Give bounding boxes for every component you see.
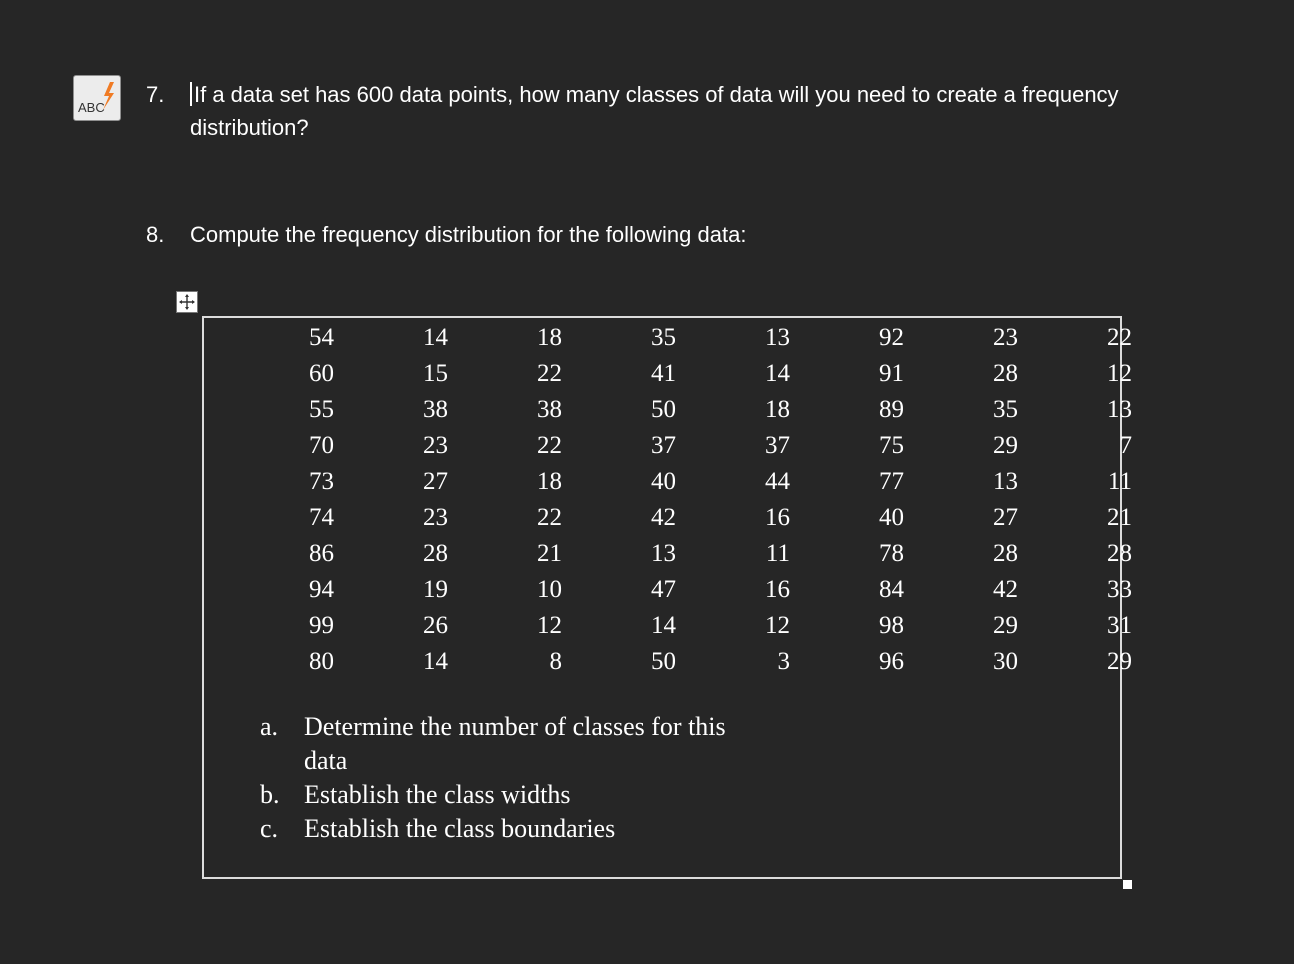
- table-cell: 28: [1107, 540, 1132, 567]
- table-cell: 3: [777, 648, 790, 675]
- table-cell: 22: [537, 504, 562, 531]
- table-cell: 15: [423, 360, 448, 387]
- table-cell: 13: [1107, 396, 1132, 423]
- table-cell: 96: [879, 648, 904, 675]
- table-row: [220, 572, 1132, 608]
- table-cell: 74: [309, 504, 334, 531]
- table-cell: 47: [651, 576, 676, 603]
- table-cell: 18: [537, 468, 562, 495]
- table-cell: 29: [1107, 648, 1132, 675]
- table-cell: 11: [765, 540, 790, 567]
- table-cell: 28: [423, 540, 448, 567]
- table-cell: 86: [309, 540, 334, 567]
- table-cell: 37: [765, 432, 790, 459]
- table-cell: 94: [309, 576, 334, 603]
- table-cell: 40: [879, 504, 904, 531]
- table-cell: 35: [651, 324, 676, 351]
- table-cell: 28: [993, 360, 1018, 387]
- table-cell: 18: [765, 396, 790, 423]
- table-cell: 31: [1107, 612, 1132, 639]
- question-7-number: 7.: [146, 82, 165, 107]
- spellcheck-icon[interactable]: [73, 75, 121, 121]
- table-cell: 10: [537, 576, 562, 603]
- table-row: [220, 644, 1132, 680]
- table-cell: 73: [309, 468, 334, 495]
- lightning-bolt-icon: [74, 76, 122, 122]
- table-cell: 13: [765, 324, 790, 351]
- resize-handle[interactable]: [1123, 880, 1132, 889]
- table-move-handle[interactable]: [176, 291, 198, 313]
- table-cell: 21: [537, 540, 562, 567]
- table-cell: 42: [993, 576, 1018, 603]
- table-cell: 80: [309, 648, 334, 675]
- table-row: [220, 428, 1132, 464]
- table-cell: 30: [993, 648, 1018, 675]
- table-cell: 18: [537, 324, 562, 351]
- table-cell: 75: [879, 432, 904, 459]
- spellcheck-label: ABC: [78, 100, 105, 115]
- table-cell: 28: [993, 540, 1018, 567]
- table-cell: 60: [309, 360, 334, 387]
- subpart-letter: a.: [260, 712, 279, 741]
- table-cell: 16: [765, 576, 790, 603]
- table-cell: 14: [423, 648, 448, 675]
- table-cell: 8: [549, 648, 562, 675]
- table-cell: 29: [993, 432, 1018, 459]
- table-cell: 50: [651, 648, 676, 675]
- table-cell: 89: [879, 396, 904, 423]
- table-cell: 29: [993, 612, 1018, 639]
- question-7-text: If a data set has 600 data points, how many classes of data will you need to create a frequency distribution?: [190, 82, 1119, 140]
- table-cell: 54: [309, 324, 334, 351]
- table-cell: 14: [651, 612, 676, 639]
- subpart-a: [260, 710, 740, 778]
- table-cell: 33: [1107, 576, 1132, 603]
- table-row: [220, 608, 1132, 644]
- table-cell: 26: [423, 612, 448, 639]
- subpart-letter: c.: [260, 814, 279, 843]
- table-row: [220, 320, 1132, 356]
- table-cell: 21: [1107, 504, 1132, 531]
- table-cell: 70: [309, 432, 334, 459]
- table-cell: 22: [537, 360, 562, 387]
- table-cell: 38: [423, 396, 448, 423]
- table-row: [220, 500, 1132, 536]
- move-arrows-icon: [178, 293, 196, 311]
- table-cell: 38: [537, 396, 562, 423]
- table-cell: 7: [1119, 432, 1132, 459]
- table-cell: 14: [765, 360, 790, 387]
- table-cell: 23: [423, 504, 448, 531]
- table-cell: 14: [423, 324, 448, 351]
- table-cell: 55: [309, 396, 334, 423]
- table-cell: 12: [537, 612, 562, 639]
- table-cell: 13: [993, 468, 1018, 495]
- question-8-number: 8.: [146, 222, 165, 247]
- table-cell: 40: [651, 468, 676, 495]
- table-row: [220, 392, 1132, 428]
- subpart-c: [260, 812, 740, 846]
- text-cursor: [190, 82, 192, 106]
- table-cell: 23: [423, 432, 448, 459]
- table-cell: 50: [651, 396, 676, 423]
- subpart-letter: b.: [260, 780, 280, 809]
- table-cell: 44: [765, 468, 790, 495]
- table-cell: 99: [309, 612, 334, 639]
- table-cell: 42: [651, 504, 676, 531]
- table-cell: 98: [879, 612, 904, 639]
- data-table: [220, 320, 1132, 680]
- table-cell: 22: [1107, 324, 1132, 351]
- table-cell: 11: [1107, 468, 1132, 495]
- table-cell: 41: [651, 360, 676, 387]
- table-row: [220, 356, 1132, 392]
- table-cell: 37: [651, 432, 676, 459]
- table-cell: 78: [879, 540, 904, 567]
- table-cell: 27: [993, 504, 1018, 531]
- table-cell: 91: [879, 360, 904, 387]
- table-row: [220, 536, 1132, 572]
- subpart-text: Determine the number of classes for this data: [304, 712, 726, 775]
- table-row: [220, 464, 1132, 500]
- table-cell: 12: [1107, 360, 1132, 387]
- table-cell: 12: [765, 612, 790, 639]
- table-cell: 27: [423, 468, 448, 495]
- question-7-text-wrap[interactable]: [190, 78, 1230, 144]
- table-cell: 92: [879, 324, 904, 351]
- table-cell: 35: [993, 396, 1018, 423]
- subpart-text: Establish the class boundaries: [304, 814, 616, 843]
- table-cell: 77: [879, 468, 904, 495]
- table-cell: 22: [537, 432, 562, 459]
- table-cell: 13: [651, 540, 676, 567]
- table-cell: 23: [993, 324, 1018, 351]
- table-cell: 84: [879, 576, 904, 603]
- subpart-b: [260, 778, 740, 812]
- table-cell: 16: [765, 504, 790, 531]
- question-8-text: Compute the frequency distribution for the following data:: [190, 222, 747, 247]
- subparts-list: [260, 710, 740, 846]
- table-cell: 19: [423, 576, 448, 603]
- subpart-text: Establish the class widths: [304, 780, 571, 809]
